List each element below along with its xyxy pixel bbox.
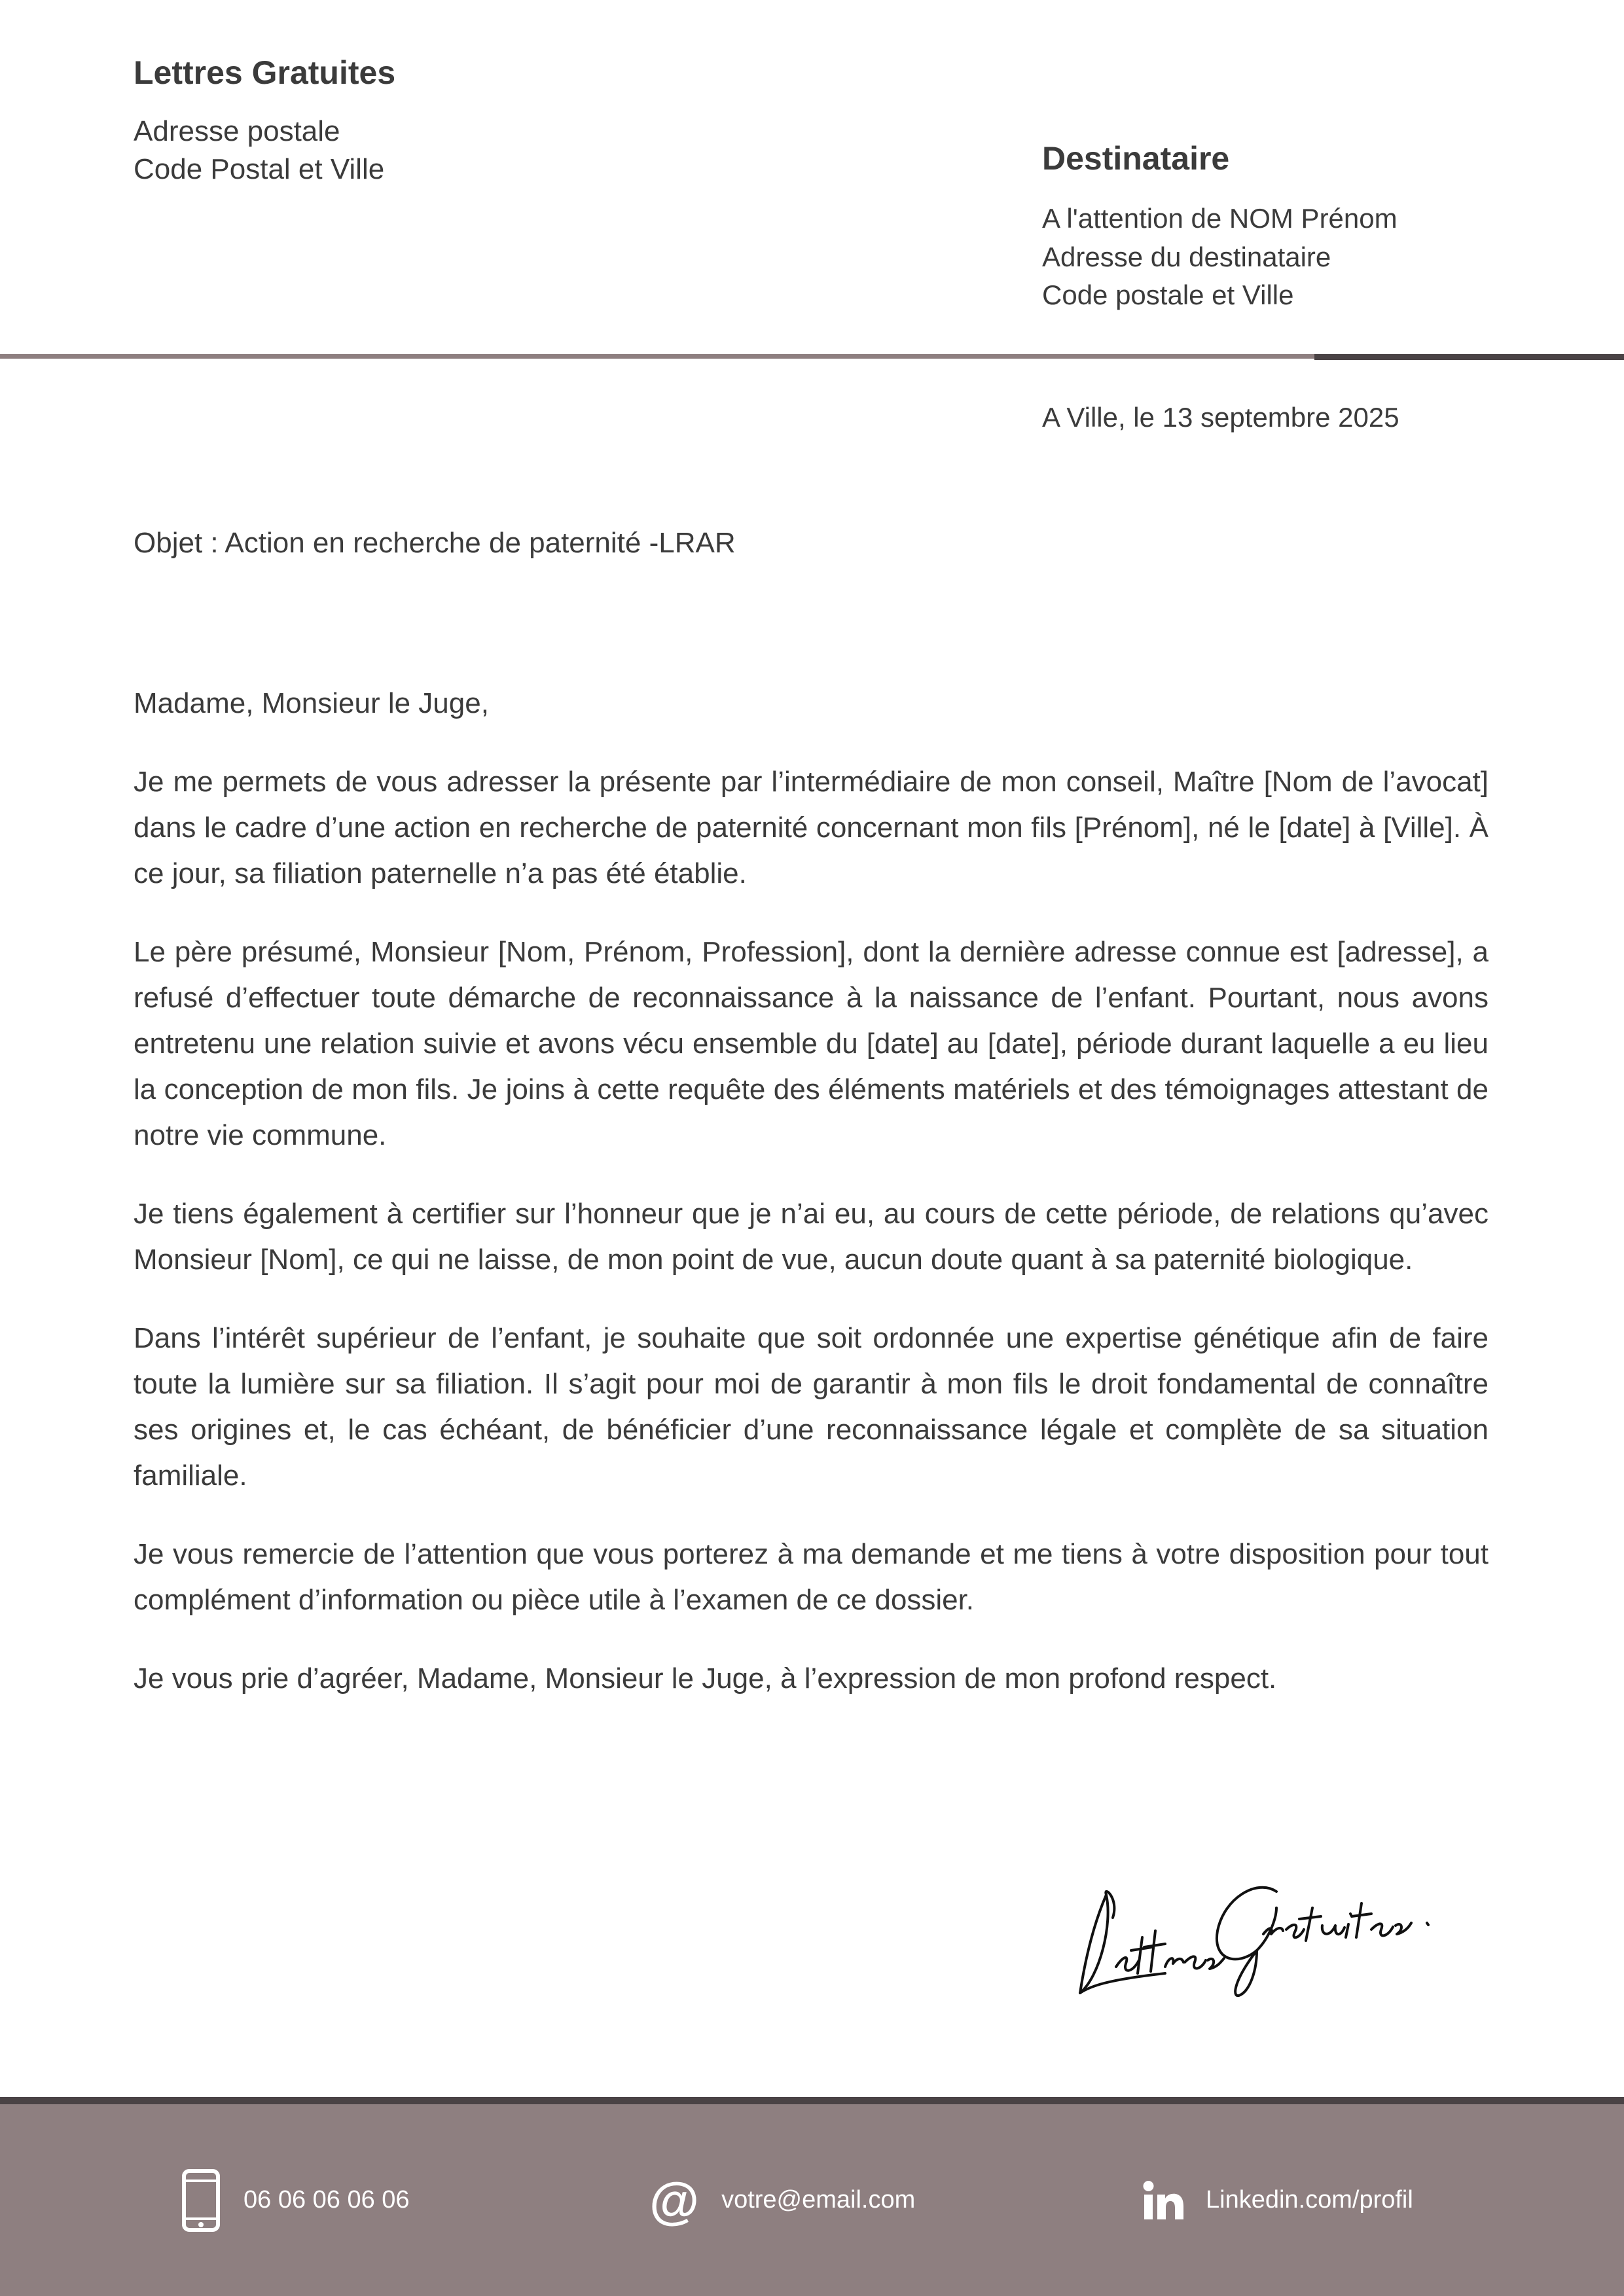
sender-city: Code Postal et Ville	[134, 153, 385, 185]
body-paragraph: Je vous remercie de l’attention que vous porterez à ma demande et me tiens à votre disposition pour tout complément d’information ou pièce utile à l’examen de ce dossier.	[134, 1538, 1489, 1616]
recipient-address: Adresse du destinataire	[1042, 242, 1331, 272]
footer-email[interactable]	[649, 2104, 915, 2296]
footer-phone[interactable]	[182, 2104, 410, 2296]
sender-name: Lettres Gratuites	[134, 54, 396, 91]
letter-subject: Objet : Action en recherche de paternité -LRAR	[134, 527, 736, 559]
body-paragraph: Dans l’intérêt supérieur de l’enfant, je souhaite que soit ordonnée une expertise génétique afin de faire toute la lumière sur sa filiation. Il s’agit pour moi de garantir à mon fils le droit fondamental de connaître ses origines et, le cas échéant, de bénéficier d’une reconnaissance légale et complète de sa situation familiale.	[134, 1322, 1489, 1492]
recipient-title: Destinataire	[1042, 140, 1230, 177]
footer-top-bar	[0, 2097, 1624, 2104]
footer-linkedin[interactable]	[1143, 2104, 1413, 2296]
body-paragraph: Je me permets de vous adresser la présente par l’intermédiaire de mon conseil, Maître [Nom de l’avocat] dans le cadre d’une action en recherche de paternité concernant mon fils [Prénom], né le [date] à [Ville]. À ce jour, sa filiation paternelle n’a pas été établie.	[134, 766, 1489, 889]
phone-icon	[182, 2169, 220, 2232]
body-paragraph: Je tiens également à certifier sur l’honneur que je n’ai eu, au cours de cette période, de relations qu’avec Monsieur [Nom], ce qui ne laisse, de mon point de vue, aucun doute quant à sa paternité biologique.	[134, 1198, 1489, 1276]
letter-body	[134, 681, 1489, 1734]
closing: Je vous prie d’agréer, Madame, Monsieur le Juge, à l’expression de mon profond respect.	[134, 1662, 1277, 1695]
phone-text: 06 06 06 06 06	[244, 2186, 410, 2214]
sender-address: Adresse postale	[134, 115, 340, 147]
at-icon: @	[649, 2171, 700, 2229]
signature	[1060, 1846, 1453, 2009]
header-divider	[0, 354, 1314, 359]
email-text: votre@email.com	[721, 2186, 916, 2214]
recipient-city: Code postale et Ville	[1042, 279, 1294, 310]
footer	[0, 2104, 1624, 2296]
letter-date: A Ville, le 13 septembre 2025	[1042, 402, 1399, 433]
body-paragraph: Le père présumé, Monsieur [Nom, Prénom, Profession], dont la dernière adresse connue est [adresse], a refusé d’effectuer toute démarche de reconnaissance à la naissance de l’enfant. Pourtant, nous avons entretenu une relation suivie et avons vécu ensemble du [date] au [date], période durant laquelle a eu lieu la conception de mon fils. Je joins à cette requête des éléments matériels et des témoignages attestant de notre vie commune.	[134, 936, 1489, 1151]
linkedin-text: Linkedin.com/profil	[1206, 2186, 1413, 2214]
salutation: Madame, Monsieur le Juge,	[134, 687, 489, 719]
linkedin-icon	[1143, 2180, 1185, 2221]
recipient-attention: A l'attention de NOM Prénom	[1042, 203, 1398, 234]
header-divider-accent	[1314, 354, 1624, 360]
